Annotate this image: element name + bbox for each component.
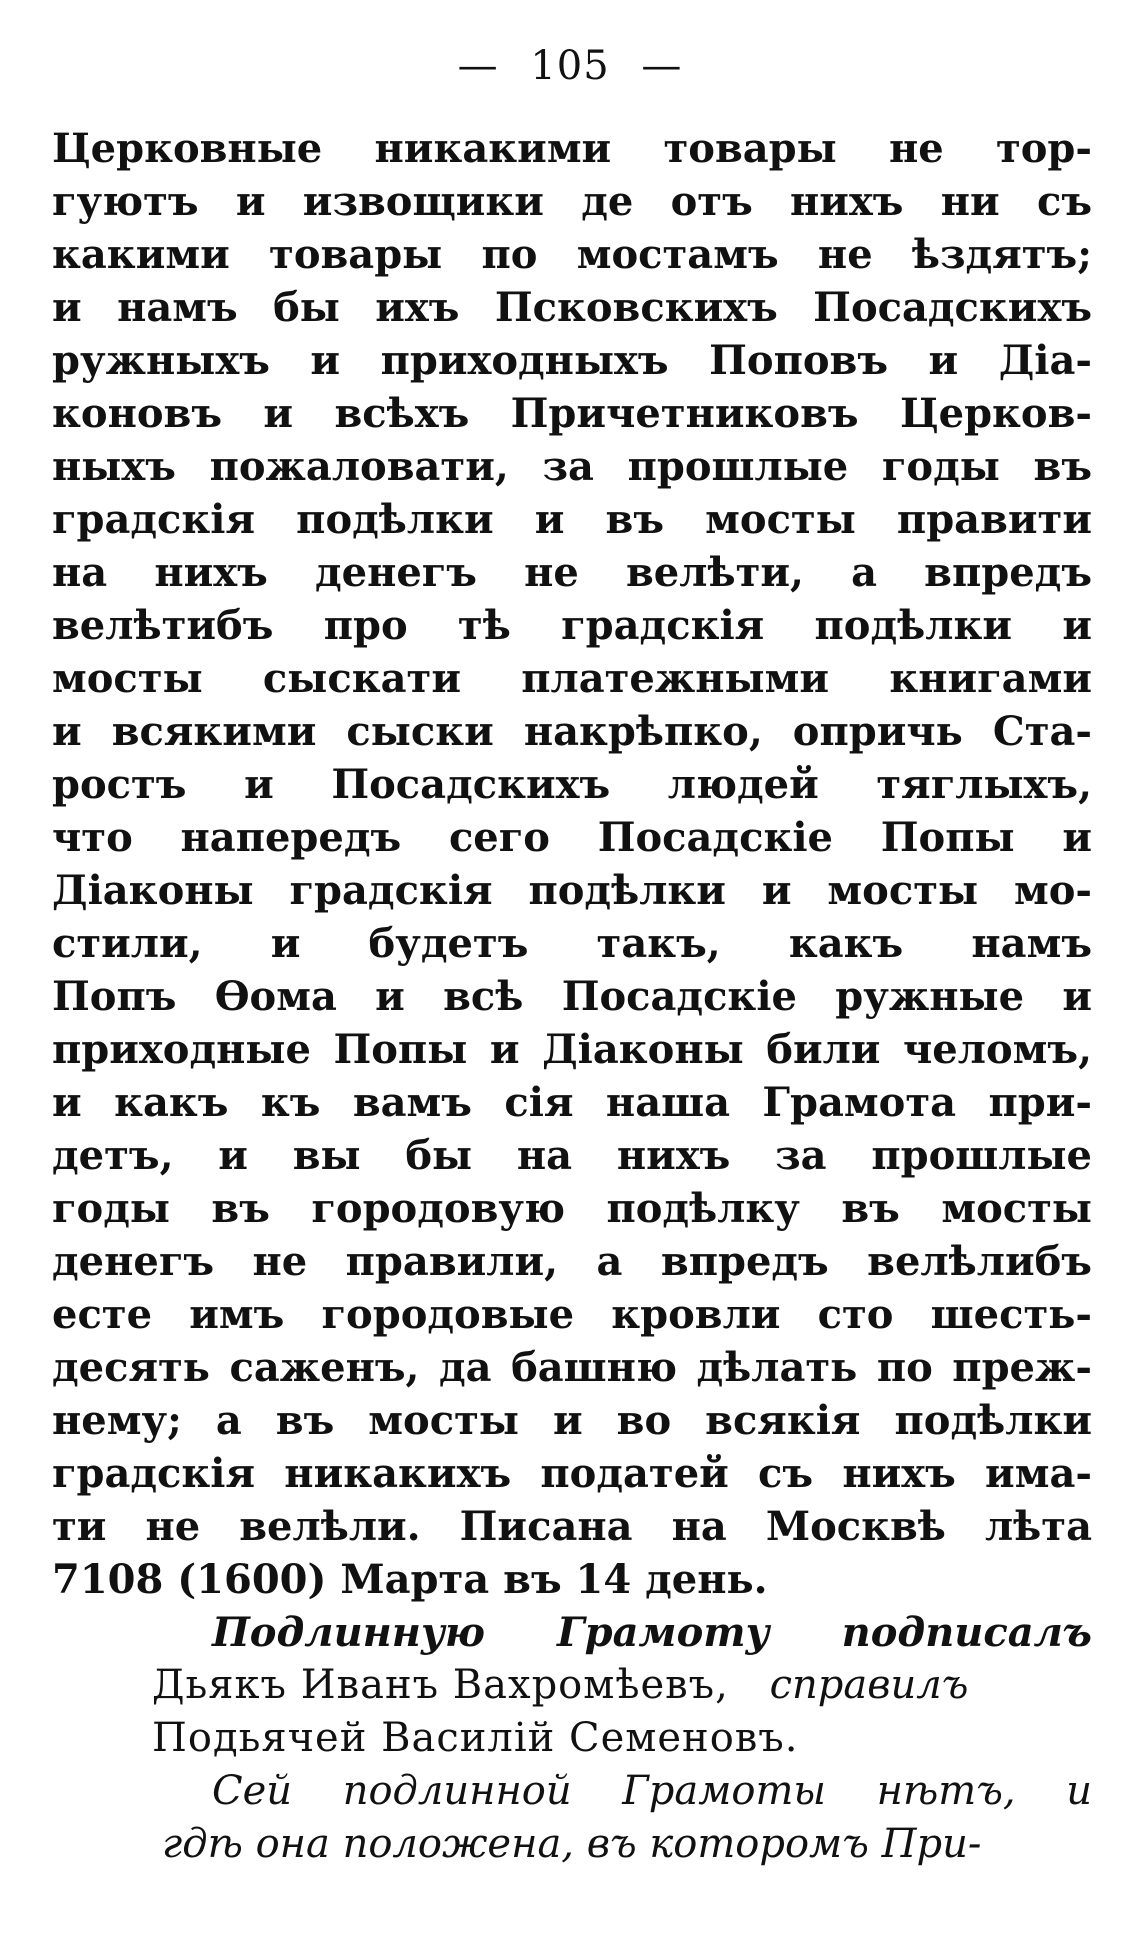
text-line: ростъ и Посадскихъ людей тяглыхъ,	[52, 761, 1092, 808]
clerk-name: Дьякъ Иванъ Вахромѣевъ,	[152, 1662, 729, 1708]
text-line: ныхъ пожаловати, за прошлые годы въ	[52, 443, 1092, 490]
text-line: годы въ городовую подѣлку въ мосты	[52, 1185, 1092, 1232]
text-line: что напередъ сего Посадскіе Попы и	[52, 814, 1092, 861]
text-line: нему; а въ мосты и во всякія подѣлки	[52, 1397, 1092, 1444]
text-line: коновъ и всѣхъ Причетниковъ Церков-	[52, 390, 1092, 437]
signature-line-2	[52, 1659, 1092, 1712]
header-dash-left: —	[457, 43, 499, 89]
signature-block	[52, 1606, 1092, 1765]
text-line: велѣтибъ про тѣ градскія подѣлки и	[52, 602, 1092, 649]
text-line: Діаконы градскія подѣлки и мосты мо-	[52, 867, 1092, 914]
verified-label: справилъ	[769, 1662, 969, 1708]
text-line: Попъ Ѳома и всѣ Посадскіе ружные и	[52, 973, 1092, 1020]
footnote-line-2: гдѣ она положена, въ которомъ При-	[162, 1821, 982, 1867]
charter-text	[52, 122, 1092, 1606]
signature-line-3	[52, 1712, 1092, 1765]
header-dash-right: —	[641, 43, 683, 89]
text-line: и всякими сыски накрѣпко, опричь Ста-	[52, 708, 1092, 755]
page-header	[0, 40, 1140, 92]
text-line: есте имъ городовые кровли сто шесть-	[52, 1291, 1092, 1338]
text-line: гуютъ и извощики де отъ нихъ ни съ	[52, 178, 1092, 225]
text-line: градскія никакихъ податей съ нихъ има-	[52, 1450, 1092, 1497]
scribe-name: Подьячей Василій Семеновъ.	[152, 1715, 799, 1761]
signature-line-1	[52, 1606, 1092, 1659]
footnote-block	[52, 1765, 1092, 1871]
text-line: десять саженъ, да башню дѣлать по преж-	[52, 1344, 1092, 1391]
text-line: Церковные никакими товары не тор-	[52, 125, 1092, 172]
text-line: ружныхъ и приходныхъ Поповъ и Діа-	[52, 337, 1092, 384]
text-line-date: 7108 (1600) Марта въ 14 день.	[52, 1556, 768, 1603]
text-line: и какъ къ вамъ сія наша Грамота при-	[52, 1079, 1092, 1126]
text-line: на нихъ денегъ не велѣти, а впредъ	[52, 549, 1092, 596]
page-number: 105	[530, 43, 610, 89]
footnote-line-1: Сей подлинной Грамоты нѣтъ, и	[212, 1768, 1092, 1814]
text-line: мосты сыскати платежными книгами	[52, 655, 1092, 702]
text-line: денегъ не правили, а впредъ велѣлибъ	[52, 1238, 1092, 1285]
text-line: и намъ бы ихъ Псковскихъ Посадскихъ	[52, 284, 1092, 331]
text-line: какими товары по мостамъ не ѣздятъ;	[52, 231, 1092, 278]
text-line: приходные Попы и Діаконы били челомъ,	[52, 1026, 1092, 1073]
text-line: стили, и будетъ такъ, какъ намъ	[52, 920, 1092, 967]
text-line: детъ, и вы бы на нихъ за прошлые	[52, 1132, 1092, 1179]
text-line: ти не велѣли. Писана на Москвѣ лѣта	[52, 1503, 1092, 1550]
text-line: градскія подѣлки и въ мосты правити	[52, 496, 1092, 543]
signature-text-italic: Подлинную Грамоту подписалъ	[212, 1609, 1092, 1656]
